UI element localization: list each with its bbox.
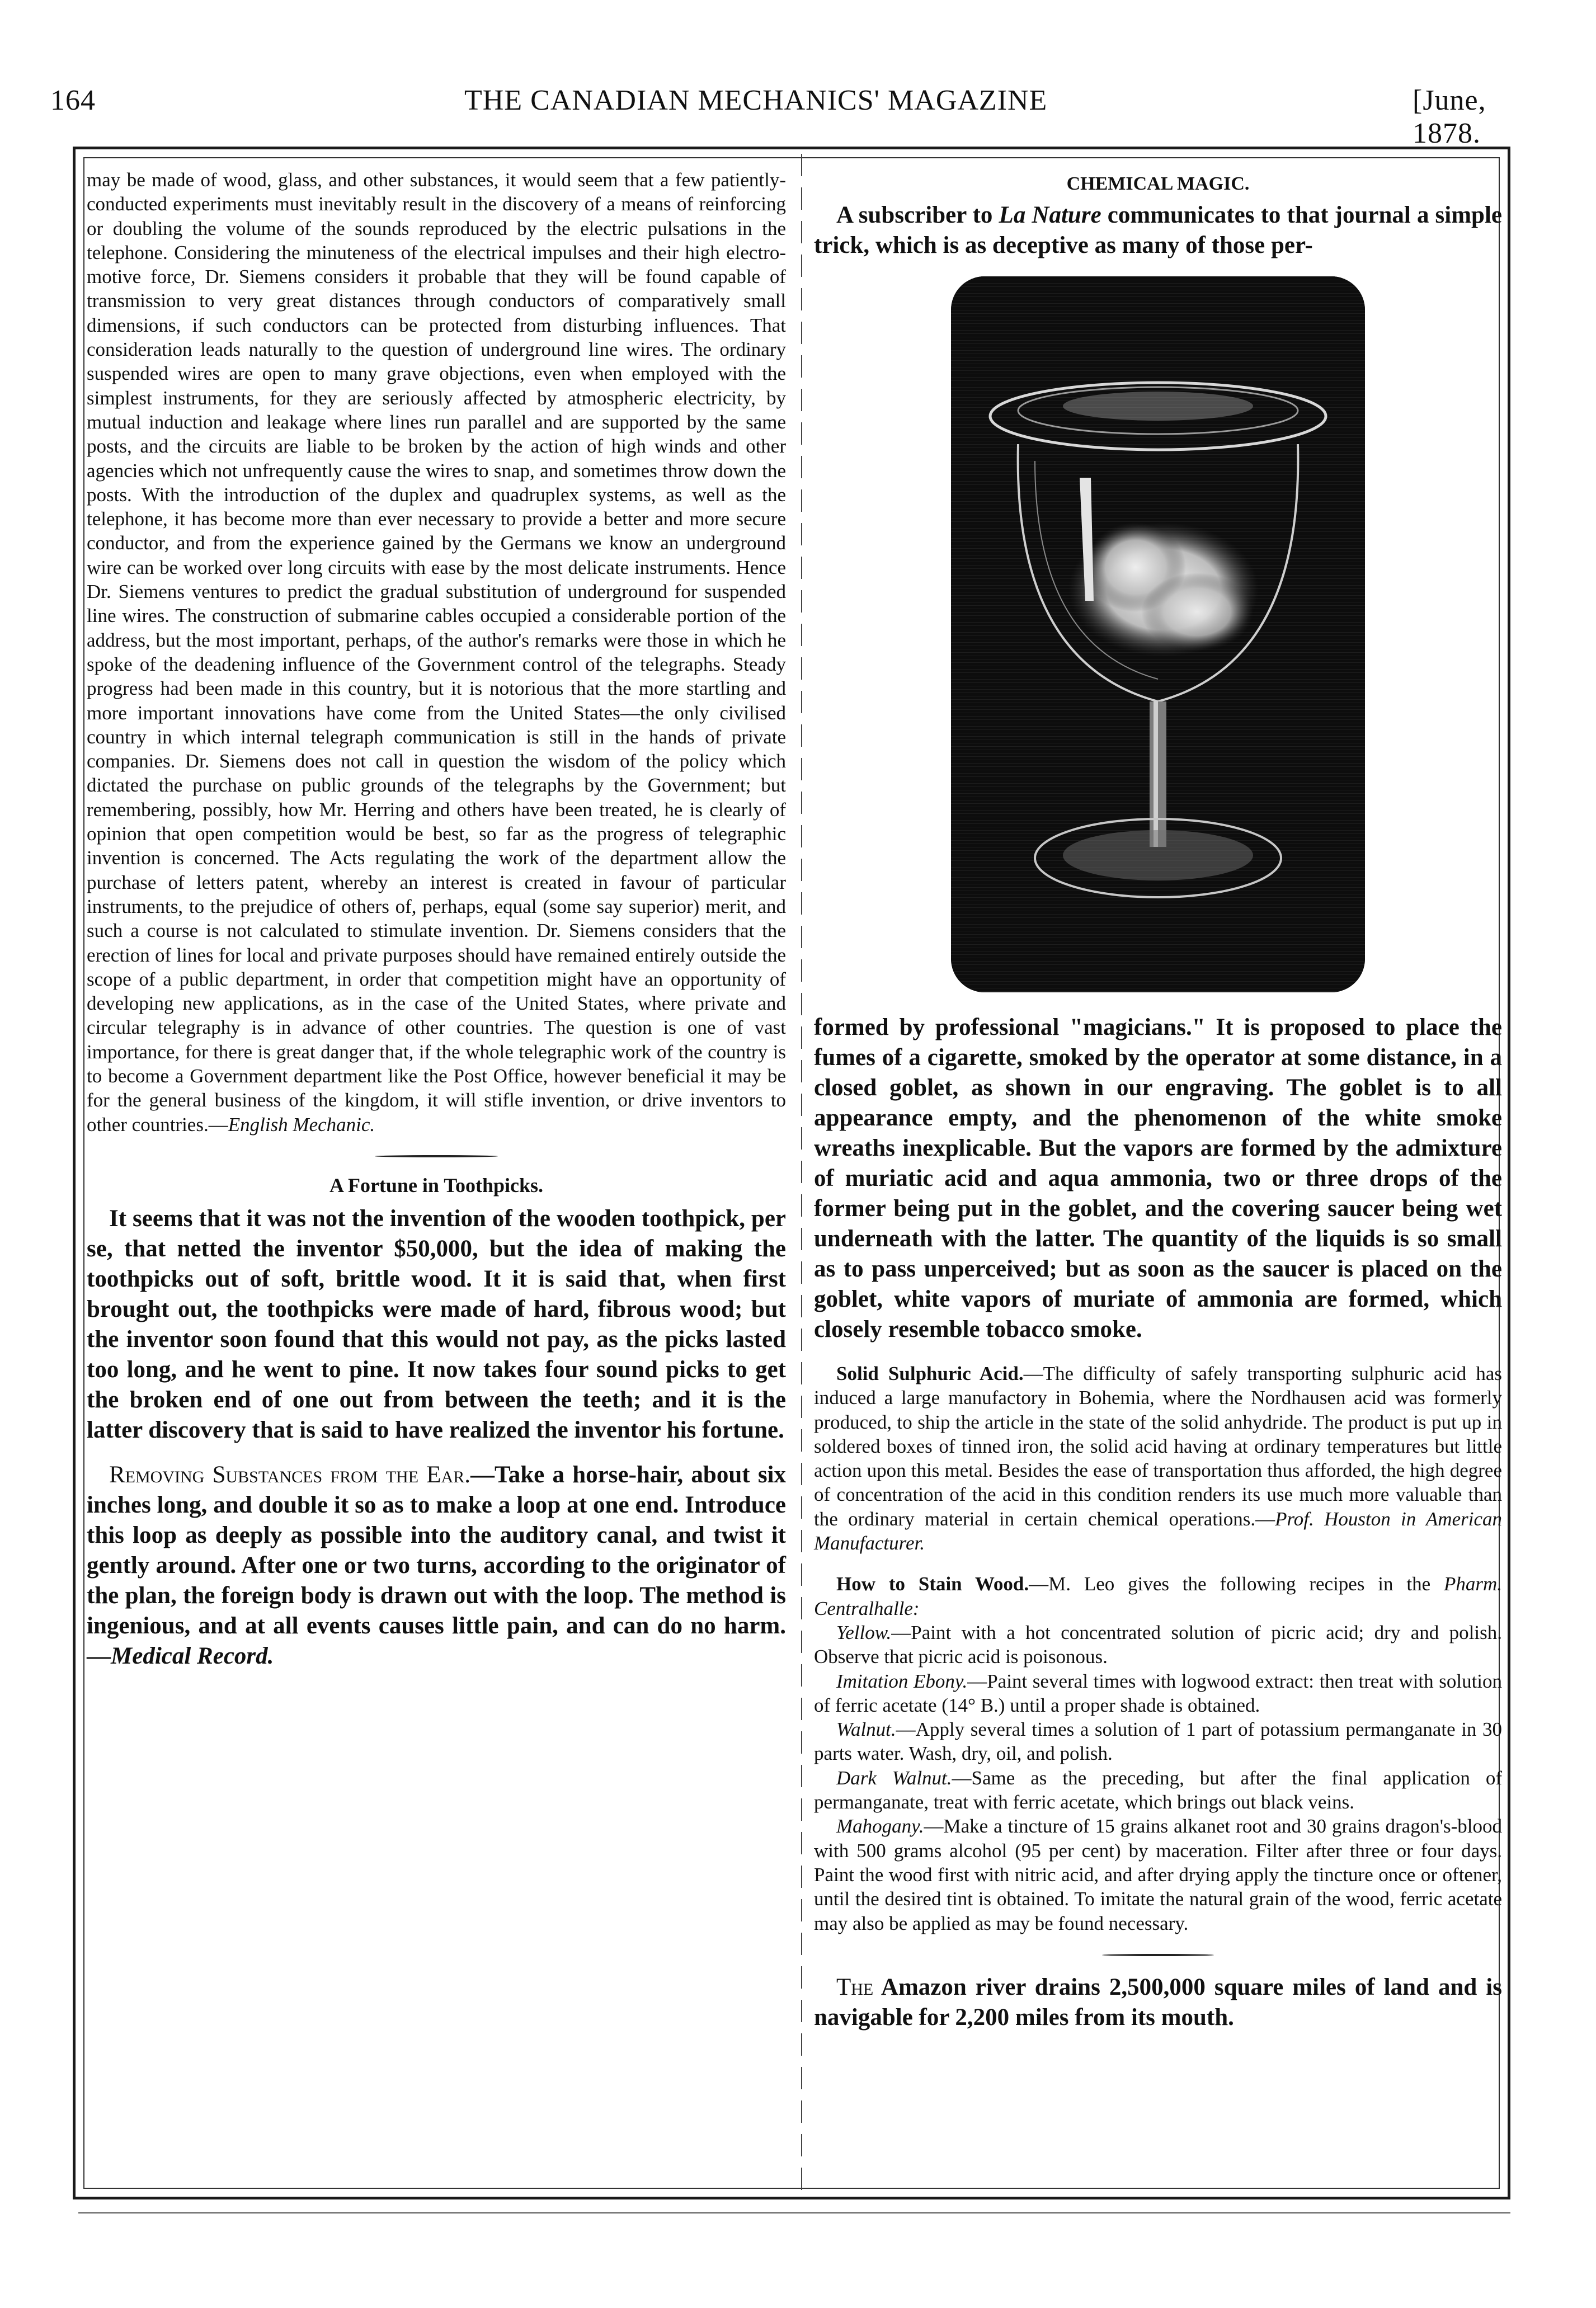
sulphuric-source: Prof. Houston in American Manufacturer. bbox=[814, 1508, 1502, 1555]
ear-source: Medical Record. bbox=[111, 1642, 274, 1669]
toothpicks-heading: A Fortune in Toothpicks. bbox=[329, 1174, 544, 1197]
page-header bbox=[50, 84, 1494, 149]
column-divider bbox=[801, 154, 802, 2190]
amazon-article: The Amazon river drains 2,500,000 square miles of land and is navigable for 2,200 miles from its mouth. bbox=[814, 1973, 1502, 2031]
sulphuric-heading: Solid Sulphuric Acid. bbox=[836, 1363, 1024, 1384]
bottom-rule bbox=[78, 2212, 1510, 2213]
page-number: 164 bbox=[50, 84, 96, 116]
sulphuric-article: Solid Sulphuric Acid.—The difficulty of safely transporting sulphuric acid has induced a large manufactory in Bohemia, where the Nordhausen acid was formerly produced, to ship the article in the state of the solid anhydride. The product is put up in soldered boxes of tinned iron, the solid acid having at ordinary temperatures but little action upon this metal. Besides the ease of transportation thus afforded, the high degree of concentration of the acid in this condition renders its use much more valuable than the ordinary material in certain chemical operations.—Prof. Houston in American Manufacturer. bbox=[814, 1363, 1502, 1555]
section-divider-ornament bbox=[375, 1152, 498, 1160]
telegraph-article: may be made of wood, glass, and other substances, it would seem that a few patiently-conducted experiments must inevitably result in the discovery of a means of reinforcing or doubling the volume of the sounds reproduced by the electric pulsations in the telephone. Considering the minuteness of the electrical impulses and their high electro-motive force, Dr. Siemens considers it probable that they will be found capable of transmission to very great distances through conductors of comparatively small dimensions, if such conductors can be protected from disturbing influences. That consideration leads naturally to the question of underground line wires. The ordinary suspended wires are open to many grave objections, even when employed with the simplest instruments, for they are seriously affected by atmospheric electricity, by mutual induction and leakage where lines run parallel and are supported by the same posts, and the circuits are liable to be broken by the action of high winds and other agencies which not unfrequently cause the wires to snap, and sometimes throw down the posts. With the introduction of the duplex and quadruplex systems, as well as the telephone, it has become more than ever necessary to provide a better and more secure conductor, and from the experience gained by the Germans we know an underground wire can be worked over long circuits with ease by the most delicate instruments. Hence Dr. Siemens ventures to predict the gradual substitution of underground for suspended line wires. The construction of submarine cables occupied a considerable portion of the address, but the most important, perhaps, of the author's remarks were those in which he spoke of the deadening influence of the Government control of the telegraphs. Steady progress had been made in this country, but it is notorious that the more startling and more important innovations have come from the United States—the only civilised country in which internal telegraph communication is still in the hands of private companies. Dr. Siemens does not call in question the wisdom of the policy which dictated the purchase on public grounds of the telegraphs by the Government; but remembering, possibly, how Mr. Herring and others have been treated, he is clearly of opinion that open competition would be best, so far as the progress of telegraphic invention is concerned. The Acts regulating the work of the department allow the purchase of letters patent, whereby an interest is created in favour of particular instruments, to the prejudice of others of, perhaps, equal (some say superior) merit, and such a course is not calculated to stimulate invention. Dr. Siemens considers that the erection of lines for local and private purposes should have remained entirely outside the scope of a public department, in order that competition might have an opportunity of developing new applications, as in the case of the United States, where private and circular telegraphy is in advance of other countries. The question is one of vast importance, for there is great danger that, if the whole telegraphic work of the country is to become a Government department like the Post Office, however beneficial it may be for the general business of the kingdom, it will stifle invention, or drive inventors to other countries.—English Mechanic. bbox=[87, 169, 786, 1136]
left-column bbox=[87, 168, 786, 1671]
issue-date: [June, 1878. bbox=[1413, 84, 1486, 149]
stain-wood-heading: How to Stain Wood. bbox=[836, 1573, 1029, 1595]
recipe-dark-walnut: Dark Walnut.—Same as the preceding, but after the final application of permanganate, treat with ferric acetate, which brings out black veins. bbox=[814, 1767, 1502, 1814]
ear-article: Removing Substances from the Ear.—Take a horse-hair, about six inches long, and double it so as to make a loop at one end. Introduce this loop as deeply as possible into the auditory canal, and twist it gently around. After one or two turns, according to the originator of the plan, the foreign body is drawn out with the loop. The method is ingenious, and at all events causes little pain, and can do no harm.—Medical Record. bbox=[87, 1461, 786, 1669]
chemical-magic-heading: CHEMICAL MAGIC. bbox=[1066, 173, 1250, 194]
toothpicks-article: It seems that it was not the invention of the wooden toothpick, per se, that netted the inventor $50,000, but the idea of making the toothpicks out of soft, brittle wood. It it is said that, when first brought out, the toothpicks were made of hard, fibrous wood; but the inventor soon found that this would not pay, as the picks lasted too long, and he went to pine. It now takes four sound picks to get the broken end of one out from between the teeth; and it is the latter discovery that is said to have realized the inventor his fortune. bbox=[87, 1205, 786, 1443]
right-column bbox=[814, 173, 1502, 2033]
recipe-mahogany: Mahogany.—Make a tincture of 15 grains alkanet root and 30 grains dragon's-blood with 500 grams alcohol (95 per cent) by maceration. Filter after three or four days. Paint the wood first with nitric acid, and after drying apply the tincture once or oftener, until the desired tint is obtained. To imitate the natural grain of the wood, ferric acetate may also be applied as may be found necessary. bbox=[814, 1815, 1502, 1934]
ear-heading: Removing Substances from the Ear. bbox=[109, 1461, 470, 1488]
stain-wood-intro: How to Stain Wood.—M. Leo gives the following recipes in the Pharm. Centralhalle: bbox=[814, 1573, 1502, 1619]
chemical-magic-article: formed by professional "magicians." It is proposed to place the fumes of a cigarette, smoked by the operator at some distance, in a closed goblet, as shown in our engraving. The goblet is to all appearance empty, and the phenomenon of the white smoke wreaths inexplicable. But the vapors are formed by the admixture of muriatic acid and aqua ammonia, two or three drops of the former being put in the goblet, and the covering saucer being wet underneath with the latter. The quantity of the liquids is so small as to pass unperceived; but as soon as the saucer is placed on the goblet, white vapors of muriate of ammonia are formed, which closely resemble tobacco smoke. bbox=[814, 1014, 1502, 1343]
recipe-yellow: Yellow.—Paint with a hot concentrated solution of picric acid; dry and polish. Observe that picric acid is poisonous. bbox=[814, 1621, 1502, 1668]
recipe-walnut: Walnut.—Apply several times a solution of 1 part of potassium permanganate in 30 parts water. Wash, dry, oil, and polish. bbox=[814, 1718, 1502, 1765]
magazine-title: THE CANADIAN MECHANICS' MAGAZINE bbox=[464, 84, 1048, 116]
article-source: English Mechanic. bbox=[228, 1113, 375, 1136]
goblet-engraving bbox=[951, 276, 1365, 992]
chemical-magic-intro: A subscriber to La Nature communicates to that journal a simple trick, which is as deceptive as many of those per- bbox=[814, 202, 1502, 258]
recipe-imitation-ebony: Imitation Ebony.—Paint several times with logwood extract: then treat with solution of ferric acetate (14° B.) until a proper shade is obtained. bbox=[814, 1670, 1503, 1716]
section-divider-ornament bbox=[1102, 1951, 1214, 1959]
